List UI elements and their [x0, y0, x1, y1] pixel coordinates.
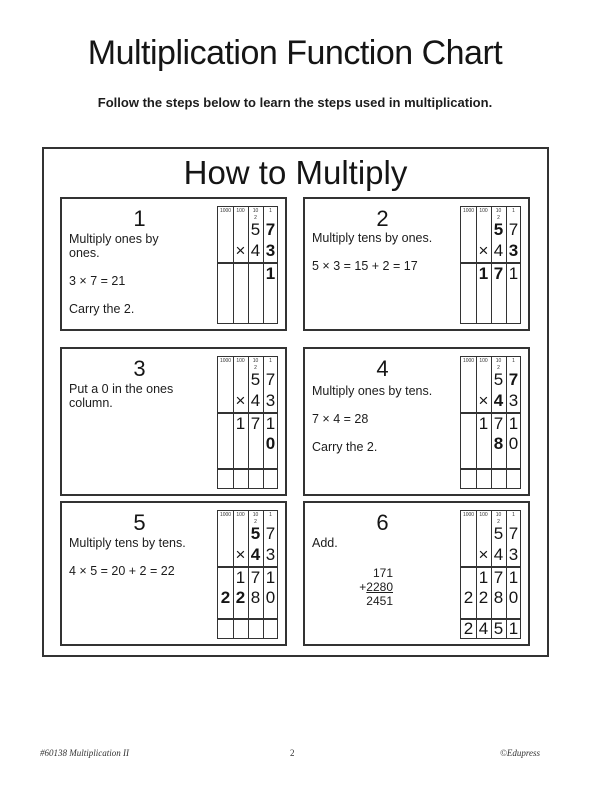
place-value-header: 10: [252, 512, 259, 518]
partial-product-2-digit: 2: [220, 588, 231, 607]
multiplicand-digit: 7: [508, 524, 519, 543]
multiplier-digit: 4: [250, 545, 261, 564]
sum-line: [218, 618, 277, 620]
step-panel-5: [60, 501, 287, 646]
partial-product-digit: 1: [478, 568, 489, 587]
step-number: 5: [133, 510, 146, 535]
partial-product-2-digit: 2: [463, 588, 474, 607]
step-instruction: ones.: [69, 246, 100, 260]
multiplicand-digit: 7: [265, 370, 276, 389]
addition-total: 2451: [366, 594, 393, 608]
partial-product-digit: 7: [250, 568, 261, 587]
place-value-header: 1000: [219, 208, 232, 214]
place-value-header: 1: [512, 512, 515, 518]
place-value-header: 1: [512, 358, 515, 364]
times-sign: ×: [478, 391, 489, 410]
carry-digit: 2: [254, 215, 257, 221]
multiplier-digit: 3: [508, 241, 519, 260]
multiplier-digit: 3: [265, 545, 276, 564]
partial-product-digit: 1: [265, 414, 276, 433]
multiplicand-digit: 5: [250, 524, 261, 543]
step-panel-3: [60, 347, 287, 496]
place-value-header: 10: [495, 358, 502, 364]
addition-work: [353, 566, 393, 608]
partial-product-digit: 1: [265, 264, 276, 283]
partial-product-2-digit: 0: [508, 434, 519, 453]
place-value-header: 1000: [219, 358, 232, 364]
step-instruction: column.: [69, 396, 113, 410]
sum-line: [461, 468, 520, 470]
sum-digit: 4: [478, 619, 489, 638]
place-value-header: 1: [269, 358, 272, 364]
page-subtitle: Follow the steps below to learn the steps used in multiplication.: [97, 95, 493, 110]
step-instruction: 3 × 7 = 21: [69, 274, 126, 288]
step-number: 2: [376, 206, 389, 231]
sum-digit: 1: [508, 619, 519, 638]
partial-product-2-digit: 8: [250, 588, 261, 607]
sum-line: [218, 468, 277, 470]
multiplier-digit: 4: [250, 241, 261, 260]
place-value-header: 1: [269, 512, 272, 518]
multiplicand-digit: 5: [493, 524, 504, 543]
place-value-grid: [217, 510, 278, 639]
place-value-header: 10: [495, 208, 502, 214]
page-title: Multiplication Function Chart: [87, 34, 503, 72]
partial-product-2-digit: 8: [493, 588, 504, 607]
times-sign: ×: [478, 241, 489, 260]
multiplicand-digit: 7: [265, 524, 276, 543]
partial-product-digit: 1: [508, 264, 519, 283]
step-panel-1: [60, 197, 287, 331]
multiplicand-digit: 5: [250, 220, 261, 239]
partial-product-2-digit: 0: [508, 588, 519, 607]
partial-product-digit: 7: [250, 414, 261, 433]
step-instruction: 5 × 3 = 15 + 2 = 17: [312, 259, 418, 273]
step-instruction: Carry the 2.: [69, 302, 135, 316]
step-instruction: Multiply ones by: [69, 232, 159, 246]
partial-product-2-digit: 2: [235, 588, 246, 607]
place-value-grid: [460, 510, 521, 639]
times-sign: ×: [235, 391, 246, 410]
chart-title: How to Multiply: [183, 154, 408, 191]
multiplier-digit: 4: [250, 391, 261, 410]
multiplier-digit: 4: [493, 545, 504, 564]
partial-product-2-digit: 8: [493, 434, 504, 453]
partial-product-2-digit: 0: [265, 434, 276, 453]
place-value-header: 100: [236, 512, 245, 518]
footer-product-code: #60138 Multiplication II: [40, 748, 129, 758]
addend-1: 171: [372, 566, 393, 580]
times-sign: ×: [235, 545, 246, 564]
multiplicand-digit: 7: [508, 220, 519, 239]
footer-page-number: 2: [290, 748, 295, 758]
footer-copyright: ©Edupress: [500, 748, 541, 758]
carry-digit: 2: [497, 519, 500, 525]
addend-2-value: 2280: [366, 580, 393, 594]
step-number: 1: [133, 206, 146, 231]
step-panel-2: [303, 197, 530, 331]
multiplier-digit: 3: [265, 391, 276, 410]
place-value-header: 1000: [462, 358, 475, 364]
sum-digit: 2: [463, 619, 474, 638]
partial-product-digit: 7: [493, 568, 504, 587]
carry-digit: 2: [254, 519, 257, 525]
multiplicand-digit: 5: [493, 220, 504, 239]
step-instruction: Multiply tens by ones.: [312, 231, 433, 245]
carry-digit: 2: [497, 215, 500, 221]
step-panel-4: [303, 347, 530, 496]
addend-2: [353, 580, 393, 594]
multiplier-digit: 4: [493, 241, 504, 260]
times-sign: ×: [478, 545, 489, 564]
partial-product-digit: 1: [265, 568, 276, 587]
partial-product-digit: 1: [478, 264, 489, 283]
place-value-header: 100: [479, 512, 488, 518]
multiplicand-digit: 7: [508, 370, 519, 389]
partial-product-digit: 1: [508, 414, 519, 433]
step-number: 4: [376, 356, 389, 381]
place-value-header: 1000: [462, 512, 475, 518]
multiplier-digit: 4: [493, 391, 504, 410]
partial-product-digit: 1: [235, 568, 246, 587]
carry-digit: 2: [254, 365, 257, 371]
step-instruction: Put a 0 in the ones: [69, 382, 174, 396]
partial-product-digit: 1: [508, 568, 519, 587]
partial-product-digit: 1: [235, 414, 246, 433]
place-value-header: 100: [479, 208, 488, 214]
partial-product-2-digit: 0: [265, 588, 276, 607]
step-instruction: Add.: [312, 536, 338, 550]
place-value-grid: [217, 356, 278, 489]
sum-digit: 5: [493, 619, 504, 638]
multiplicand-digit: 7: [265, 220, 276, 239]
carry-digit: 2: [497, 365, 500, 371]
place-value-grid: [460, 206, 521, 324]
place-value-header: 10: [252, 208, 259, 214]
place-value-header: 10: [495, 512, 502, 518]
place-value-header: 1000: [219, 512, 232, 518]
multiplicand-digit: 5: [250, 370, 261, 389]
step-number: 6: [376, 510, 389, 535]
place-value-header: 10: [252, 358, 259, 364]
place-value-header: 1000: [462, 208, 475, 214]
step-instruction: Multiply tens by tens.: [69, 536, 186, 550]
times-sign: ×: [235, 241, 246, 260]
step-number: 3: [133, 356, 146, 381]
partial-product-digit: 7: [493, 414, 504, 433]
place-value-header: 1: [512, 208, 515, 214]
place-value-header: 100: [236, 358, 245, 364]
step-instruction: 4 × 5 = 20 + 2 = 22: [69, 564, 175, 578]
plus-sign: +: [359, 580, 367, 594]
partial-product-2-digit: 2: [478, 588, 489, 607]
multiplier-digit: 3: [265, 241, 276, 260]
multiplier-digit: 3: [508, 391, 519, 410]
step-instruction: Multiply ones by tens.: [312, 384, 433, 398]
place-value-grid: [217, 206, 278, 324]
step-instruction: 7 × 4 = 28: [312, 412, 369, 426]
place-value-header: 100: [479, 358, 488, 364]
multiplier-digit: 3: [508, 545, 519, 564]
place-value-header: 1: [269, 208, 272, 214]
multiplicand-digit: 5: [493, 370, 504, 389]
place-value-header: 100: [236, 208, 245, 214]
place-value-grid: [460, 356, 521, 489]
partial-product-digit: 1: [478, 414, 489, 433]
step-panel-6: [303, 501, 530, 646]
grid-column-divider: [233, 207, 234, 323]
partial-product-digit: 7: [493, 264, 504, 283]
step-instruction: Carry the 2.: [312, 440, 378, 454]
